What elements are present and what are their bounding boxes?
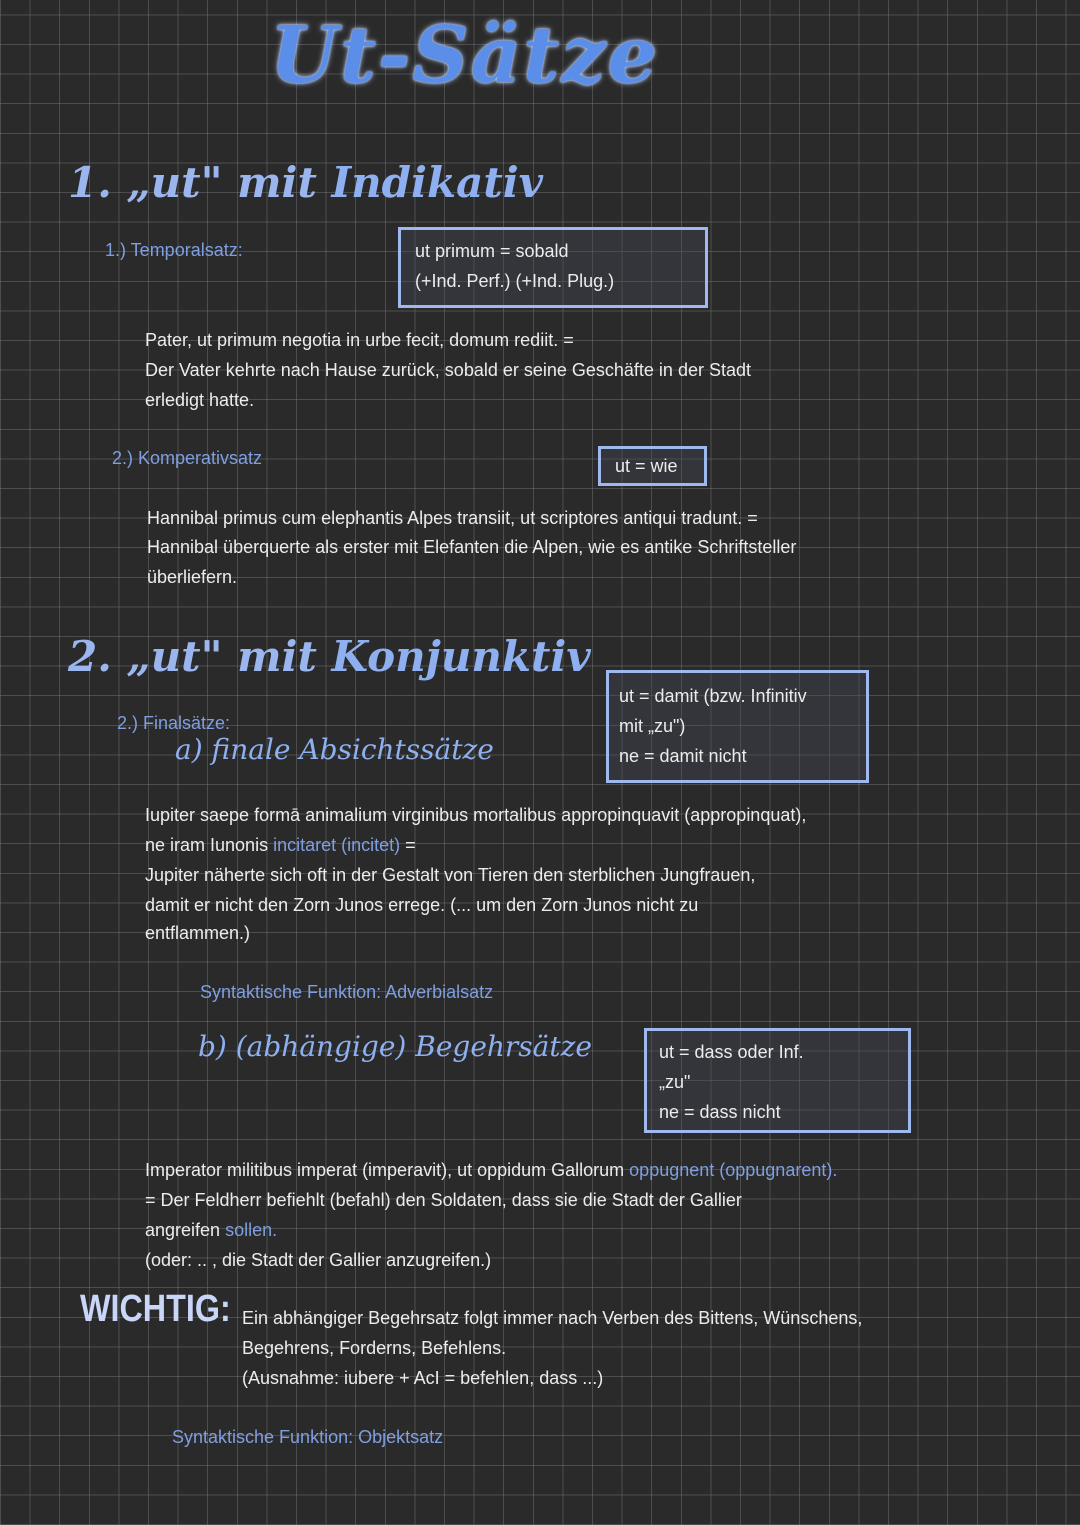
syntax-function: Syntaktische Funktion: Adverbialsatz [200, 982, 494, 1002]
example-line: damit er nicht den Zorn Junos errege. (... um den Zorn Junos nicht zu [145, 895, 699, 915]
text: angreifen [145, 1220, 221, 1240]
section-2-heading [68, 632, 591, 681]
example-line [145, 1218, 277, 1242]
example-line: Hannibal primus cum elephantis Alpes transiit, ut scriptores antiqui tradunt. = [147, 508, 758, 528]
heading-word: Konjunktiv [331, 632, 591, 681]
example-line: überliefern. [147, 567, 238, 587]
example-line: Hannibal überquerte als erster mit Elefanten die Alpen, wie es antike Schriftsteller [147, 537, 797, 557]
begehr-box [644, 1028, 911, 1133]
page-title: Ut-Sätze [270, 10, 660, 101]
box-line: ut = damit (bzw. Infinitiv [619, 686, 807, 706]
example-line: = Der Feldherr befiehlt (befahl) den Soldaten, dass sie die Stadt der Gallier [145, 1190, 742, 1210]
example-line: (oder: .. , die Stadt der Gallier anzugreifen.) [145, 1250, 492, 1270]
highlight-text: oppugnent (oppugnarent). [629, 1160, 838, 1180]
box-line: ut = wie [615, 456, 678, 476]
final-label: 2.) Finalsätze: [117, 713, 231, 733]
example-line: entflammen.) [145, 923, 251, 943]
box-line: ut primum = sobald [415, 241, 569, 261]
text: ne iram Iunonis [145, 835, 269, 855]
note-line: Ein abhängiger Begehrsatz folgt immer nach Verben des Bittens, Wünschens, [242, 1308, 863, 1328]
highlight-text: incitaret (incitet) [273, 835, 401, 855]
syntax-function: Syntaktische Funktion: Objektsatz [172, 1427, 444, 1447]
heading-word: Indikativ [331, 158, 544, 207]
wichtig-label: WICHTIG: [80, 1288, 231, 1330]
heading-number: 2. „ut" mit [68, 632, 317, 681]
note-line: (Ausnahme: iubere + AcI = befehlen, dass ...) [242, 1368, 604, 1388]
final-box [606, 670, 869, 783]
example-line: Iupiter saepe formā animalium virginibus mortalibus appropinquavit (appropinquat), [145, 805, 807, 825]
box-line: ne = dass nicht [659, 1102, 781, 1122]
heading-number: 1. „ut" mit [68, 158, 317, 207]
text: Imperator militibus imperat (imperavit), ut oppidum Gallorum [145, 1160, 625, 1180]
box-line: „zu" [659, 1072, 691, 1092]
example-line [145, 833, 416, 857]
section-1-heading [68, 158, 543, 207]
example-line: Der Vater kehrte nach Hause zurück, sobald er seine Geschäfte in der Stadt [145, 360, 751, 380]
komparativ-box [598, 446, 707, 486]
komparativ-label: 2.) Komperativsatz [112, 448, 263, 468]
box-line: (+Ind. Perf.) (+Ind. Plug.) [415, 271, 615, 291]
begehr-subheading: b) (abhängige) Begehrsätze [198, 1030, 592, 1063]
example-line: erledigt hatte. [145, 390, 255, 410]
box-line: mit „zu") [619, 716, 686, 736]
box-line: ut = dass oder Inf. [659, 1042, 804, 1062]
temporal-label: 1.) Temporalsatz: [105, 240, 243, 260]
highlight-text: sollen. [225, 1220, 278, 1240]
example-line [145, 1158, 837, 1182]
example-line: Jupiter näherte sich oft in der Gestalt von Tieren den sterblichen Jungfrauen, [145, 865, 756, 885]
note-line: Begehrens, Forderns, Befehlens. [242, 1338, 507, 1358]
text: = [405, 835, 416, 855]
final-subheading: a) finale Absichtssätze [175, 733, 494, 766]
box-line: ne = damit nicht [619, 746, 747, 766]
example-line: Pater, ut primum negotia in urbe fecit, domum rediit. = [145, 330, 574, 350]
temporal-box [398, 227, 708, 308]
